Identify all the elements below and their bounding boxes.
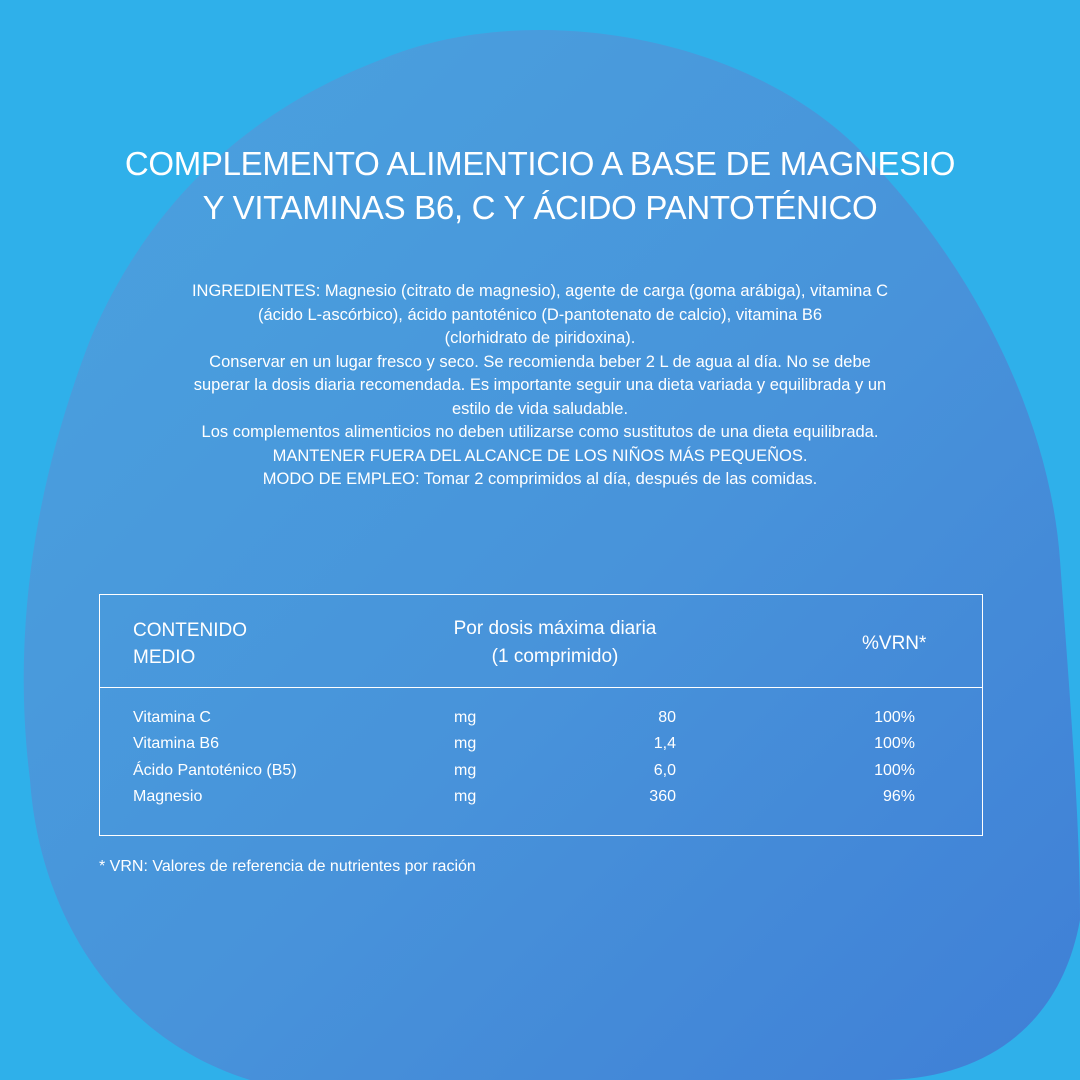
nutrient-vrn: 100%: [874, 709, 915, 726]
body-line: (clorhidrato de piridoxina).: [444, 329, 636, 347]
nutrient-name: Vitamina B6: [133, 735, 219, 753]
table-header: [100, 595, 982, 688]
nutrient-value: 360: [649, 787, 676, 805]
nutrient-vrn: 100%: [874, 735, 915, 753]
header-content-line: MEDIO: [133, 647, 196, 668]
nutrient-vrn: 96%: [882, 787, 915, 805]
nutrient-value: 1,4: [653, 735, 676, 753]
table-row: [100, 758, 982, 784]
table-row: [100, 705, 982, 731]
nutrition-table: [99, 594, 983, 836]
table-row: [100, 784, 982, 810]
title-line: COMPLEMENTO ALIMENTICIO A BASE DE MAGNESIO: [124, 145, 956, 182]
body-line: (ácido L-ascórbico), ácido pantoténico (D-pantotenato de calcio), vitamina B6: [257, 305, 823, 324]
product-title: [60, 142, 1020, 230]
body-line: MANTENER FUERA DEL ALCANCE DE LOS NIÑOS MÁS PEQUEÑOS.: [272, 446, 808, 465]
vrn-footnote: * VRN: Valores de referencia de nutrientes por ración: [99, 858, 476, 875]
header-content: [133, 617, 247, 671]
body-line: MODO DE EMPLEO: Tomar 2 comprimidos al día, después de las comidas.: [262, 470, 818, 488]
body-line: superar la dosis diaria recomendada. Es importante seguir una dieta variada y equilibrada y un: [193, 376, 887, 394]
nutrient-value: 6,0: [653, 761, 676, 779]
header-content-line: CONTENIDO: [133, 620, 247, 641]
body-line: estilo de vida saludable.: [451, 399, 629, 418]
table-body: [100, 705, 982, 810]
ingredients-and-instructions: [90, 280, 990, 492]
title-line: Y VITAMINAS B6, C Y ÁCIDO PANTOTÉNICO: [202, 189, 878, 226]
nutrient-unit: mg: [454, 787, 477, 805]
nutrient-vrn: 100%: [874, 761, 915, 779]
header-dose-line: Por dosis máxima diaria: [453, 618, 657, 639]
nutrient-name: Vitamina C: [133, 709, 211, 726]
nutrient-name: Magnesio: [133, 787, 203, 805]
header-vrn: %VRN*: [862, 633, 927, 654]
table-row: [100, 731, 982, 757]
nutrient-value: 80: [658, 709, 676, 726]
nutrient-unit: mg: [454, 709, 477, 726]
nutrient-unit: mg: [454, 735, 477, 753]
body-line: Los complementos alimenticios no deben utilizarse como sustitutos de una dieta equilibrada.: [201, 423, 879, 441]
nutrient-name: Ácido Pantoténico (B5): [133, 761, 297, 779]
header-dose: [400, 615, 710, 671]
body-line: INGREDIENTES: Magnesio (citrato de magnesio), agente de carga (goma arábiga), vitamina C: [191, 282, 889, 300]
body-line: Conservar en un lugar fresco y seco. Se recomienda beber 2 L de agua al día. No se debe: [209, 352, 871, 371]
header-dose-line: (1 comprimido): [491, 646, 619, 667]
nutrient-unit: mg: [454, 761, 477, 779]
